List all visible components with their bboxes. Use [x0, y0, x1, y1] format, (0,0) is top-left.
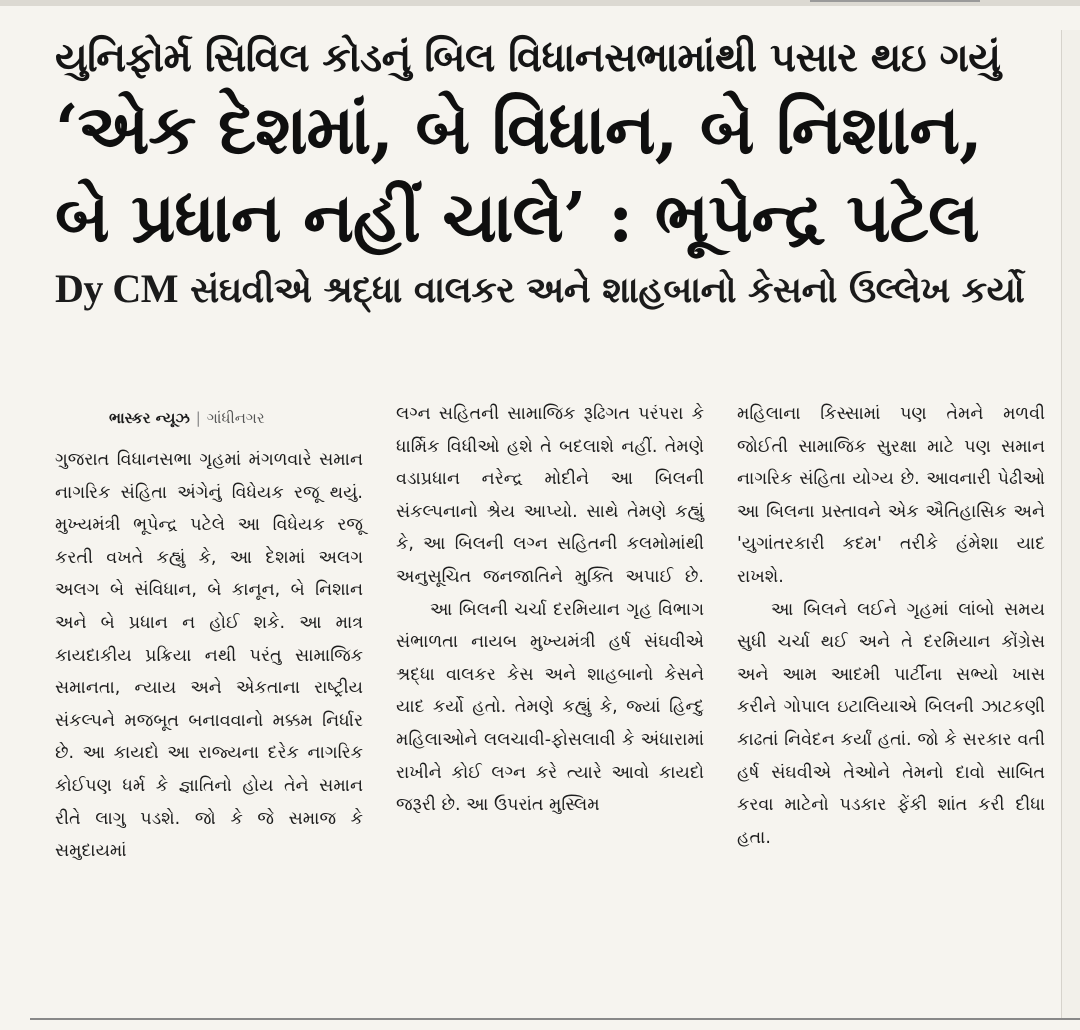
article-kicker: યુનિફોર્મ સિવિલ કોડનું બિલ વિધાનસભામાંથી પસાર થઇ ગયું: [55, 35, 1001, 81]
byline-separator: |: [195, 409, 201, 427]
column-2-paragraph-1: લગ્ન સહિતની સામાજિક રૂઢિગત પરંપરા કે ધાર્મિક વિધીઓ હશે તે બદલાશે નહીં. તેમણે વડાપ્રધાન નરેન્દ્ર મોદીને આ બિલની સંકલ્પનાનો શ્રેય આપ્યો. સાથે તેમણે કહ્યું કે, આ બિલની લગ્ન સહિતની કલમોમાંથી અનુસૂચિત જનજાતિને મુક્તિ અપાઈ છે.: [396, 404, 704, 587]
column-2-paragraph-2-text: આ બિલની ચર્ચા દરમિયાન ગૃહ વિભાગ સંભાળતા નાયબ મુખ્યમંત્રી હર્ષ સંઘવીએ શ્રદ્ધા વાલકર કેસ અને શાહબાનો કેસને યાદ કર્યો હતો. તેમણે કહ્યું કે, જ્યાં હિન્દુ મહિલાઓને લલચાવી-ફોસલાવી કે અંધારામાં રાખીને કોઈ લગ્ન કરે ત્યારે આવો કાયદો જરૂરી છે. આ ઉપરાંત મુસ્લિમ: [396, 599, 704, 816]
byline: [55, 398, 363, 438]
headline-line-2: બે પ્રધાન નહીં ચાલે’ : ભૂપેન્દ્ર પટેલ: [55, 178, 979, 258]
article-body: [55, 398, 1045, 868]
subhead-text: સંઘવીએ શ્રદ્ધા વાલકર અને શાહબાનો કેસનો ઉલ્લેખ કર્યો: [190, 270, 1025, 311]
headline-line-1: ‘એક દેશમાં, બે વિધાન, બે નિશાન,: [55, 90, 982, 170]
news-article: [55, 30, 1045, 1020]
column-3-paragraph-1: મહિલાના કિસ્સામાં પણ તેમને મળવી જોઈતી સામાજિક સુરક્ષા માટે પણ સમાન નાગરિક સંહિતા યોગ્ય છે. આવનારી પેઢીઓ આ બિલના પ્રસ્તાવને એક ઐતિહાસિક અને 'યુગાંતરકારી કદમ' તરીકે હંમેશા યાદ રાખશે.: [737, 404, 1045, 587]
article-subheadline: [55, 264, 1045, 316]
top-rule: [810, 0, 980, 2]
column-2-paragraph-2: [396, 594, 704, 822]
byline-place: ગાંધીનગર: [206, 409, 265, 427]
article-headline: [55, 86, 1045, 262]
subhead-prefix: Dy CM: [55, 266, 179, 311]
body-column-3: [737, 398, 1045, 868]
column-3-paragraph-2: [737, 594, 1045, 855]
byline-brand: ભાસ્કર ન્યૂઝ: [109, 409, 190, 427]
body-column-1: [55, 398, 363, 868]
adjacent-article-edge: [1061, 30, 1080, 1020]
body-column-2: [396, 398, 704, 868]
column-1-paragraph: ગુજરાત વિધાનસભા ગૃહમાં મંગળવારે સમાન નાગરિક સંહિતા અંગેનું વિધેયક રજૂ થયું. મુખ્યમંત્રી ભૂપેન્દ્ર પટેલે આ વિધેયક રજૂ કરતી વખતે કહ્યું કે, આ દેશમાં અલગ અલગ બે સંવિધાન, બે કાનૂન, બે નિશાન અને બે પ્રધાન ન હોઈ શકે. આ માત્ર કાયદાકીય પ્રક્રિયા નથી પરંતુ સામાજિક સમાનતા, ન્યાય અને એકતાના રાષ્ટ્રીય સંકલ્પને મજબૂત બનાવવાનો મક્કમ નિર્ધાર છે. આ કાયદો આ રાજ્યના દરેક નાગરિક કોઈપણ ધર્મ કે જ્ઞાતિનો હોય તેને સમાન રીતે લાગુ પડશે. જો કે જે સમાજ કે સમુદાયમાં: [55, 450, 363, 862]
bottom-rule: [30, 1018, 1080, 1020]
column-3-paragraph-2-text: આ બિલને લઈને ગૃહમાં લાંબો સમય સુધી ચર્ચા થઈ અને તે દરમિયાન કોંગ્રેસ અને આમ આદમી પાર્ટીના સભ્યો ખાસ કરીને ગોપાલ ઇટાલિયાએ બિલની ઝાટકણી કાઢતાં નિવેદન કર્યાં હતાં. જો કે સરકાર વતી હર્ષ સંઘવીએ તેઓને તેમનો દાવો સાબિત કરવા માટેનો પડકાર ફેંકી શાંત કરી દીધા હતા.: [737, 599, 1045, 848]
